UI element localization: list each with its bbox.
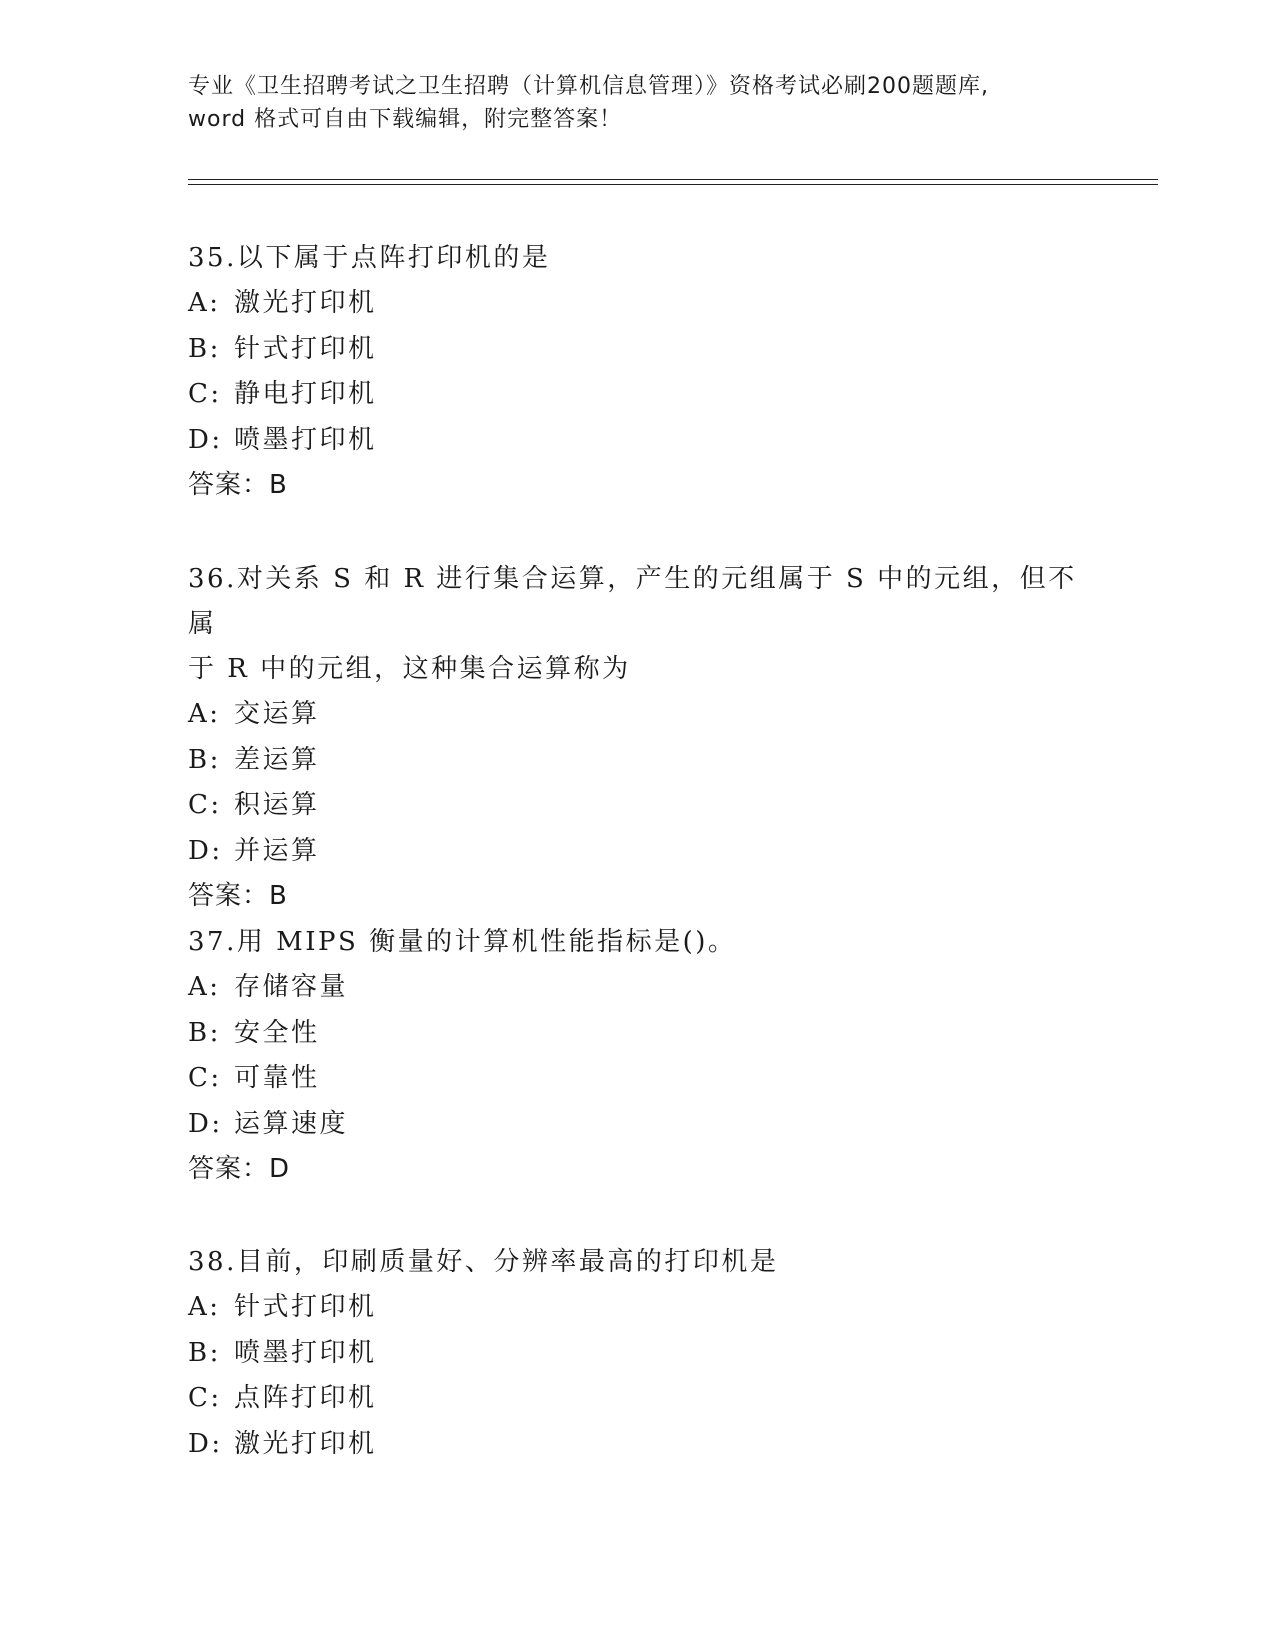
question-35 — [188, 236, 1088, 508]
option-c — [188, 783, 1088, 829]
option-letter: B: — [188, 744, 221, 775]
option-text: 静电打印机 — [234, 379, 377, 409]
option-letter: A: — [188, 1292, 221, 1322]
option-letter: D: — [188, 835, 223, 866]
answer-line: 答案：D — [188, 1154, 291, 1184]
option-text: 针式打印机 — [234, 1292, 377, 1322]
option-letter: D: — [188, 424, 223, 455]
option-b — [188, 1331, 1088, 1377]
option-text: 喷墨打印机 — [234, 1337, 377, 1368]
question-stem-line-1: 36.对关系 S 和 R 进行集合运算，产生的元组属于 S 中的元组，但不属 — [188, 564, 1077, 639]
option-c — [188, 372, 1088, 418]
question-38 — [188, 1240, 1088, 1467]
option-letter: C: — [188, 790, 222, 820]
question-stem: 35.以下属于点阵打印机的是 — [188, 243, 551, 273]
question-37 — [188, 920, 1088, 1192]
header-divider-bottom — [188, 184, 1158, 185]
option-text: 点阵打印机 — [234, 1383, 377, 1413]
option-letter: A: — [188, 288, 221, 318]
option-text: 差运算 — [234, 744, 320, 775]
option-letter: B: — [188, 1017, 221, 1048]
option-letter: B: — [188, 333, 221, 364]
option-a — [188, 1285, 1088, 1331]
option-letter: D: — [188, 1108, 223, 1139]
option-letter: C: — [188, 1383, 222, 1413]
option-text: 激光打印机 — [234, 1428, 377, 1459]
option-c — [188, 1056, 1088, 1102]
question-stem-line-2: 于 R 中的元组，这种集合运算称为 — [188, 654, 631, 684]
option-text: 并运算 — [234, 835, 320, 866]
header-line-2: word 格式可自由下载编辑，附完整答案！ — [188, 107, 623, 132]
option-letter: B: — [188, 1337, 221, 1368]
option-text: 运算速度 — [234, 1108, 349, 1139]
option-text: 存储容量 — [234, 972, 349, 1002]
option-b — [188, 1011, 1088, 1057]
option-text: 可靠性 — [234, 1063, 320, 1093]
option-text: 针式打印机 — [234, 333, 377, 364]
option-c — [188, 1376, 1088, 1422]
option-d — [188, 418, 1088, 464]
answer-line: 答案：B — [188, 881, 288, 911]
option-letter: C: — [188, 1063, 222, 1093]
question-stem: 37.用 MIPS 衡量的计算机性能指标是()。 — [188, 927, 737, 957]
header-line-1: 专业《卫生招聘考试之卫生招聘（计算机信息管理）》资格考试必刷200题题库, — [188, 74, 989, 99]
option-b — [188, 327, 1088, 373]
option-d — [188, 1102, 1088, 1148]
document-header — [188, 70, 1088, 136]
option-letter: A: — [188, 972, 221, 1002]
option-letter: D: — [188, 1428, 223, 1459]
option-text: 喷墨打印机 — [234, 424, 377, 455]
option-letter: C: — [188, 379, 222, 409]
option-text: 交运算 — [234, 699, 320, 729]
question-stem: 38.目前，印刷质量好、分辨率最高的打印机是 — [188, 1247, 779, 1277]
option-text: 积运算 — [234, 790, 320, 820]
option-text: 安全性 — [234, 1017, 320, 1048]
option-b — [188, 738, 1088, 784]
option-d — [188, 829, 1088, 875]
option-letter: A: — [188, 699, 221, 729]
option-a — [188, 965, 1088, 1011]
option-a — [188, 281, 1088, 327]
option-text: 激光打印机 — [234, 288, 377, 318]
header-divider-top — [188, 179, 1158, 180]
question-36 — [188, 557, 1088, 919]
option-a — [188, 692, 1088, 738]
option-d — [188, 1422, 1088, 1468]
answer-line: 答案：B — [188, 470, 288, 500]
